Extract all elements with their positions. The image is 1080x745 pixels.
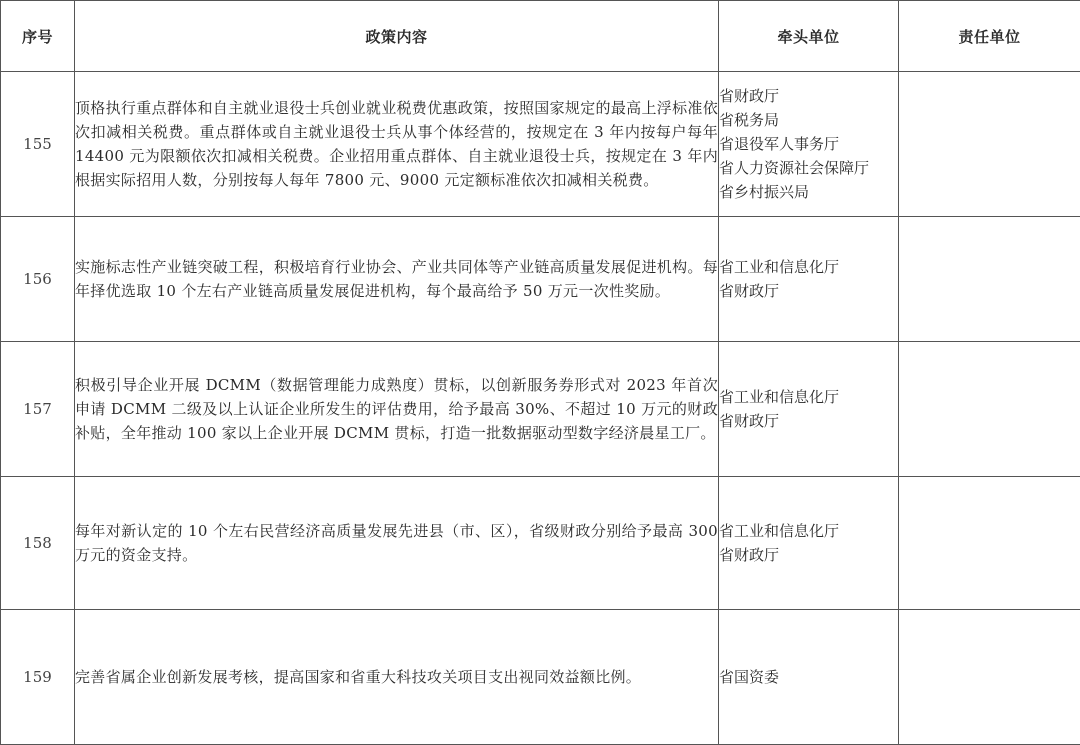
row-number: 159 <box>1 610 75 745</box>
lead-unit: 省人力资源社会保障厅 <box>719 156 898 180</box>
lead-unit: 省财政厅 <box>719 279 898 303</box>
row-number: 158 <box>1 477 75 610</box>
table-row <box>1 477 1080 610</box>
table-row <box>1 72 1080 217</box>
lead-unit: 省工业和信息化厅 <box>719 385 898 409</box>
row-number: 156 <box>1 217 75 342</box>
policy-content: 积极引导企业开展 DCMM（数据管理能力成熟度）贯标，以创新服务券形式对 2023 年首次申请 DCMM 二级及以上认证企业所发生的评估费用，给予最高 30%、不超过 10 万元的财政补贴，全年推动 100 家以上企业开展 DCMM 贯标，打造一批数据驱动型数字经济晨星工厂。 <box>75 342 719 477</box>
policy-content: 每年对新认定的 10 个左右民营经济高质量发展先进县（市、区），省级财政分别给予最高 300 万元的资金支持。 <box>75 477 719 610</box>
lead-unit: 省工业和信息化厅 <box>719 255 898 279</box>
responsible-units <box>899 342 1080 477</box>
responsible-units <box>899 610 1080 745</box>
lead-unit: 省税务局 <box>719 108 898 132</box>
responsible-units <box>899 217 1080 342</box>
row-number: 155 <box>1 72 75 217</box>
lead-unit: 省乡村振兴局 <box>719 180 898 204</box>
lead-unit: 省财政厅 <box>719 543 898 567</box>
lead-units <box>719 72 899 217</box>
lead-unit: 省财政厅 <box>719 409 898 433</box>
lead-unit: 省国资委 <box>719 665 898 689</box>
lead-unit: 省工业和信息化厅 <box>719 519 898 543</box>
header-responsible: 责任单位 <box>899 1 1080 72</box>
policy-content: 实施标志性产业链突破工程，积极培育行业协会、产业共同体等产业链高质量发展促进机构。每年择优选取 10 个左右产业链高质量发展促进机构，每个最高给予 50 万元一次性奖励。 <box>75 217 719 342</box>
responsible-units <box>899 477 1080 610</box>
table-row <box>1 610 1080 745</box>
lead-units <box>719 477 899 610</box>
lead-unit: 省退役军人事务厅 <box>719 132 898 156</box>
policy-content: 完善省属企业创新发展考核，提高国家和省重大科技攻关项目支出视同效益额比例。 <box>75 610 719 745</box>
responsible-units <box>899 72 1080 217</box>
row-number: 157 <box>1 342 75 477</box>
lead-units <box>719 610 899 745</box>
header-lead: 牵头单位 <box>719 1 899 72</box>
policy-content: 顶格执行重点群体和自主就业退役士兵创业就业税费优惠政策，按照国家规定的最高上浮标准依次扣减相关税费。重点群体或自主就业退役士兵从事个体经营的，按规定在 3 年内按每户每年 14400 元为限额依次扣减相关税费。企业招用重点群体、自主就业退役士兵，按规定在 3 年内根据实际招用人数，分别按每人每年 7800 元、9000 元定额标准依次扣减相关税费。 <box>75 72 719 217</box>
header-no: 序号 <box>1 1 75 72</box>
lead-units <box>719 342 899 477</box>
table-header-row <box>1 1 1080 72</box>
lead-unit: 省财政厅 <box>719 84 898 108</box>
table-row <box>1 217 1080 342</box>
table-row <box>1 342 1080 477</box>
header-content: 政策内容 <box>75 1 719 72</box>
lead-units <box>719 217 899 342</box>
